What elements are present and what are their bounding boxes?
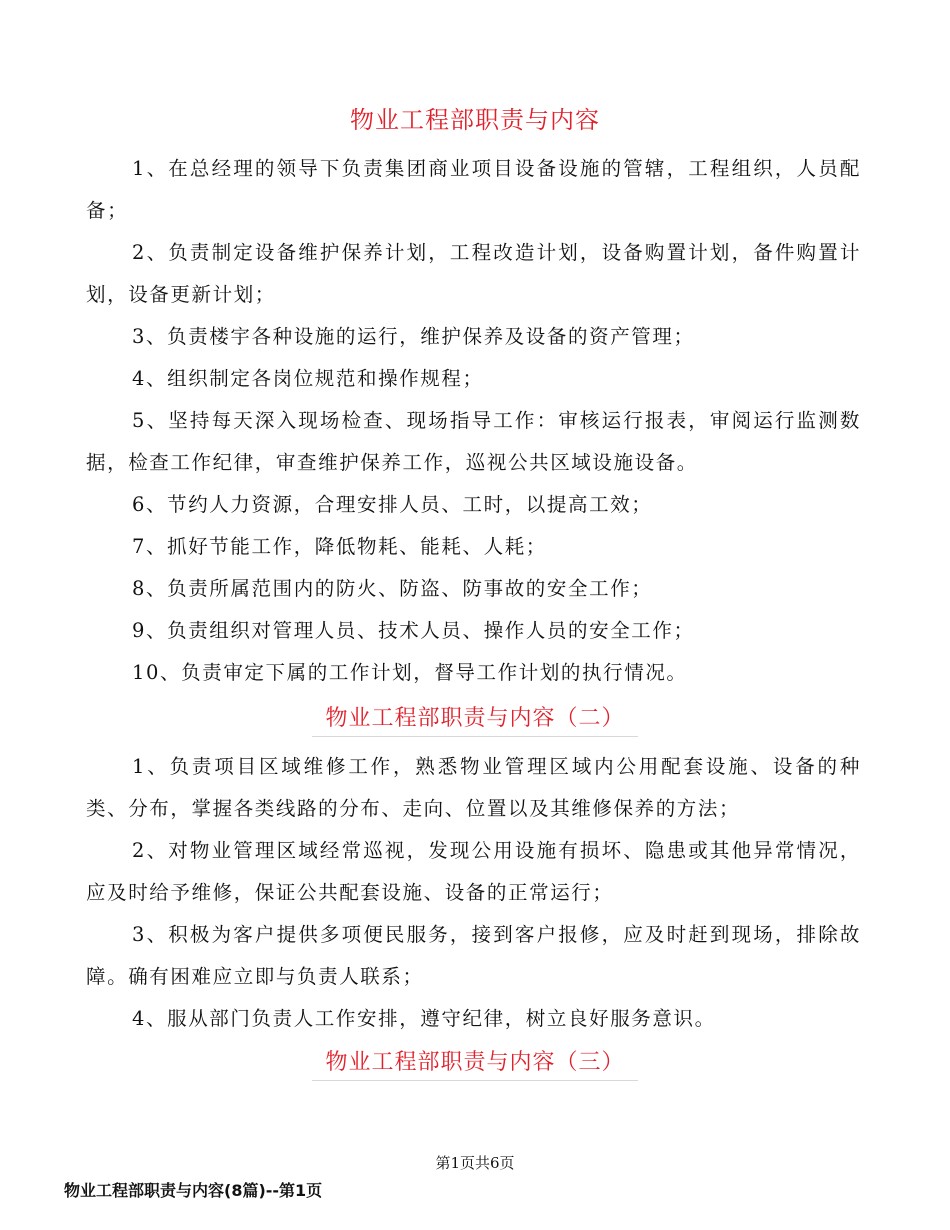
section1-item-8: 8、负责所属范围内的防火、防盗、防事故的安全工作； [132,577,653,600]
document-footer-label: 物业工程部职责与内容(8篇)--第1页 [64,1181,323,1200]
section1-item-3: 3、负责楼宇各种设施的运行，维护保养及设备的资产管理； [132,325,695,348]
section1-item-6: 6、节约人力资源，合理安排人员、工时，以提高工效； [132,493,653,516]
section1-item-7: 7、抓好节能工作，降低物耗、能耗、人耗； [132,535,547,558]
section2-item-1: 1、负责项目区域维修工作，熟悉物业管理区域内公用配套设施、设备的种类、分布，掌握各类线路的分布、走向、位置以及其维修保养的方法； [86,755,861,820]
section3-title: 物业工程部职责与内容（三） [312,1046,638,1081]
section1-item-4: 4、组织制定各岗位规范和操作规程； [132,367,484,390]
section2-title: 物业工程部职责与内容（二） [312,702,638,737]
section1-item-1: 1、在总经理的领导下负责集团商业项目设备设施的管辖，工程组织，人员配备； [86,157,861,222]
section1-item-10: 10、负责审定下属的工作计划，督导工作计划的执行情况。 [132,661,688,684]
section1-item-5: 5、坚持每天深入现场检查、现场指导工作：审核运行报表，审阅运行监测数据，检查工作纪律，审查维护保养工作，巡视公共区域设施设备。 [86,409,861,474]
section2-item-3: 3、积极为客户提供多项便民服务，接到客户报修，应及时赶到现场，排除故障。确有困难应立即与负责人联系； [86,923,861,988]
section1-item-2: 2、负责制定设备维护保养计划，工程改造计划，设备购置计划，备件购置计划，设备更新计划； [86,241,861,306]
section2-item-2: 2、对物业管理区域经常巡视，发现公用设施有损坏、隐患或其他异常情况，应及时给予维修，保证公共配套设施、设备的正常运行； [86,839,861,904]
page-number: 第1页共6页 [435,1154,515,1172]
section1-title: 物业工程部职责与内容 [350,106,600,134]
section1-item-9: 9、负责组织对管理人员、技术人员、操作人员的安全工作； [132,619,695,642]
section2-item-4: 4、服从部门负责人工作安排，遵守纪律，树立良好服务意识。 [132,1007,716,1030]
